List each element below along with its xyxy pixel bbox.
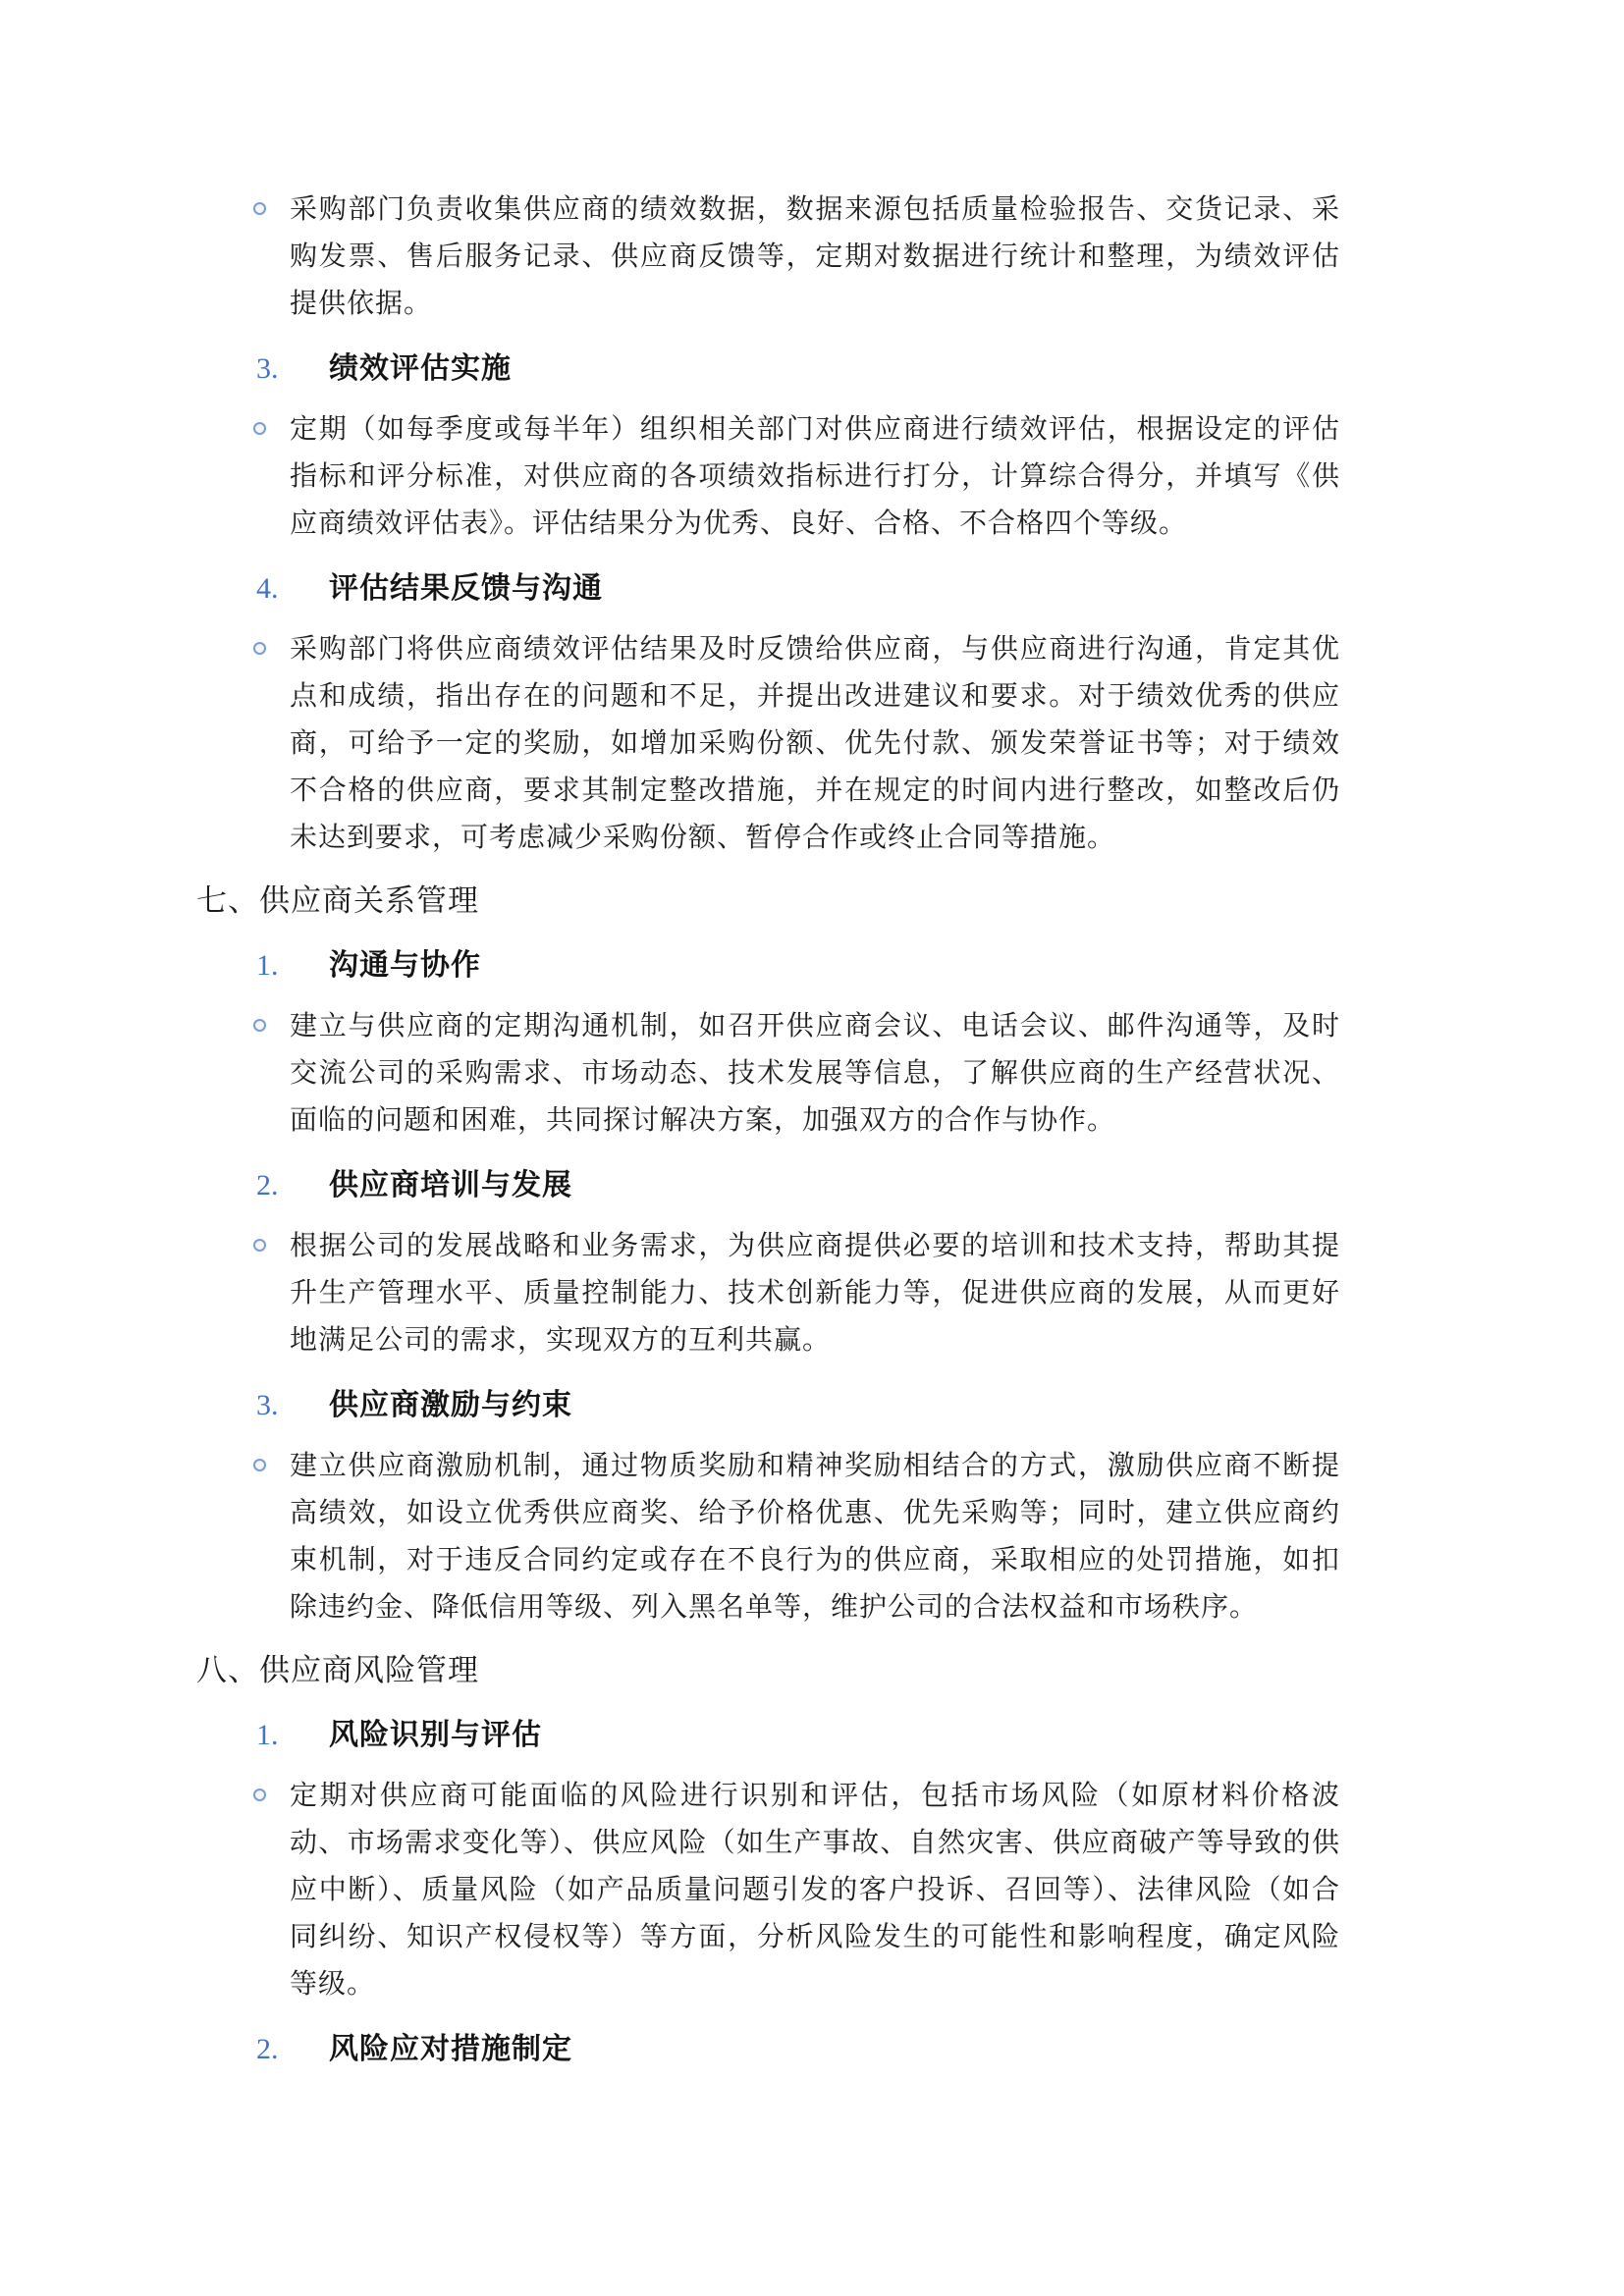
list-item [290,1773,1340,2008]
list-number: 2. [256,2033,279,2065]
list-item [290,406,1340,548]
numbered-heading [256,1712,1624,1759]
paragraph-text: 建立与供应商的定期沟通机制，如召开供应商会议、电话会议、邮件沟通等，及时交流公司的采购需求、市场动态、技术发展等信息，了解供应商的生产经营状况、面临的问题和困难，共同探讨解决方案，加强双方的合作与协作。 [290,1011,1340,1136]
bullet-icon [253,202,266,215]
list-item [290,1223,1340,1364]
numbered-heading [256,565,1624,613]
heading-title: 供应商激励与约束 [329,1389,572,1421]
heading-title: 供应商培训与发展 [329,1169,572,1201]
paragraph-text: 采购部门将供应商绩效评估结果及时反馈给供应商，与供应商进行沟通，肯定其优点和成绩，指出存在的问题和不足，并提出改进建议和要求。对于绩效优秀的供应商，可给予一定的奖励，如增加采购份额、优先付款、颁发荣誉证书等；对于绩效不合格的供应商，要求其制定整改措施，并在规定的时间内进行整改，如整改后仍未达到要求，可考虑减少采购份额、暂停合作或终止合同等措施。 [290,634,1340,853]
paragraph-text: 建立供应商激励机制，通过物质奖励和精神奖励相结合的方式，激励供应商不断提高绩效，如设立优秀供应商奖、给予价格优惠、优先采购等；同时，建立供应商约束机制，对于违反合同约定或存在不良行为的供应商，采取相应的处罚措施，如扣除违约金、降低信用等级、列入黑名单等，维护公司的合法权益和市场秩序。 [290,1451,1340,1623]
list-item [290,1003,1340,1145]
heading-title: 风险识别与评估 [329,1719,542,1751]
paragraph-text: 根据公司的发展战略和业务需求，为供应商提供必要的培训和技术支持，帮助其提升生产管理水平、质量控制能力、技术创新能力等，促进供应商的发展，从而更好地满足公司的需求，实现双方的互利共赢。 [290,1231,1340,1356]
heading-title: 绩效评估实施 [329,352,512,385]
list-number: 1. [256,949,279,982]
numbered-heading [256,1382,1624,1429]
bullet-icon [253,1239,266,1252]
heading-title: 风险应对措施制定 [329,2033,572,2065]
paragraph-text: 采购部门负责收集供应商的绩效数据，数据来源包括质量检验报告、交货记录、采购发票、售后服务记录、供应商反馈等，定期对数据进行统计和整理，为绩效评估提供依据。 [290,194,1340,319]
section-heading: 八、供应商风险管理 [196,1653,479,1687]
bullet-icon [253,422,266,435]
numbered-heading [256,346,1624,393]
heading-title: 评估结果反馈与沟通 [329,572,603,605]
section-heading: 七、供应商关系管理 [196,883,479,918]
list-number: 3. [256,352,279,385]
list-item [290,1443,1340,1631]
list-number: 3. [256,1389,279,1421]
bullet-icon [253,1459,266,1471]
bullet-icon [253,642,266,655]
bullet-icon [253,1789,266,1801]
paragraph-text: 定期对供应商可能面临的风险进行识别和评估，包括市场风险（如原材料价格波动、市场需求变化等）、供应风险（如生产事故、自然灾害、供应商破产等导致的供应中断）、质量风险（如产品质量问题引发的客户投诉、召回等）、法律风险（如合同纠纷、知识产权侵权等）等方面，分析风险发生的可能性和影响程度，确定风险等级。 [290,1781,1340,2000]
numbered-heading [256,942,1624,989]
bullet-icon [253,1019,266,1032]
numbered-heading [256,1162,1624,1209]
list-number: 1. [256,1719,279,1751]
paragraph-text: 定期（如每季度或每半年）组织相关部门对供应商进行绩效评估，根据设定的评估指标和评分标准，对供应商的各项绩效指标进行打分，计算综合得分，并填写《供应商绩效评估表》。评估结果分为优秀、良好、合格、不合格四个等级。 [290,414,1340,539]
heading-title: 沟通与协作 [329,949,481,982]
list-item [290,187,1340,328]
list-number: 2. [256,1169,279,1201]
numbered-heading [256,2026,1624,2073]
list-item [290,626,1340,862]
list-number: 4. [256,572,279,605]
